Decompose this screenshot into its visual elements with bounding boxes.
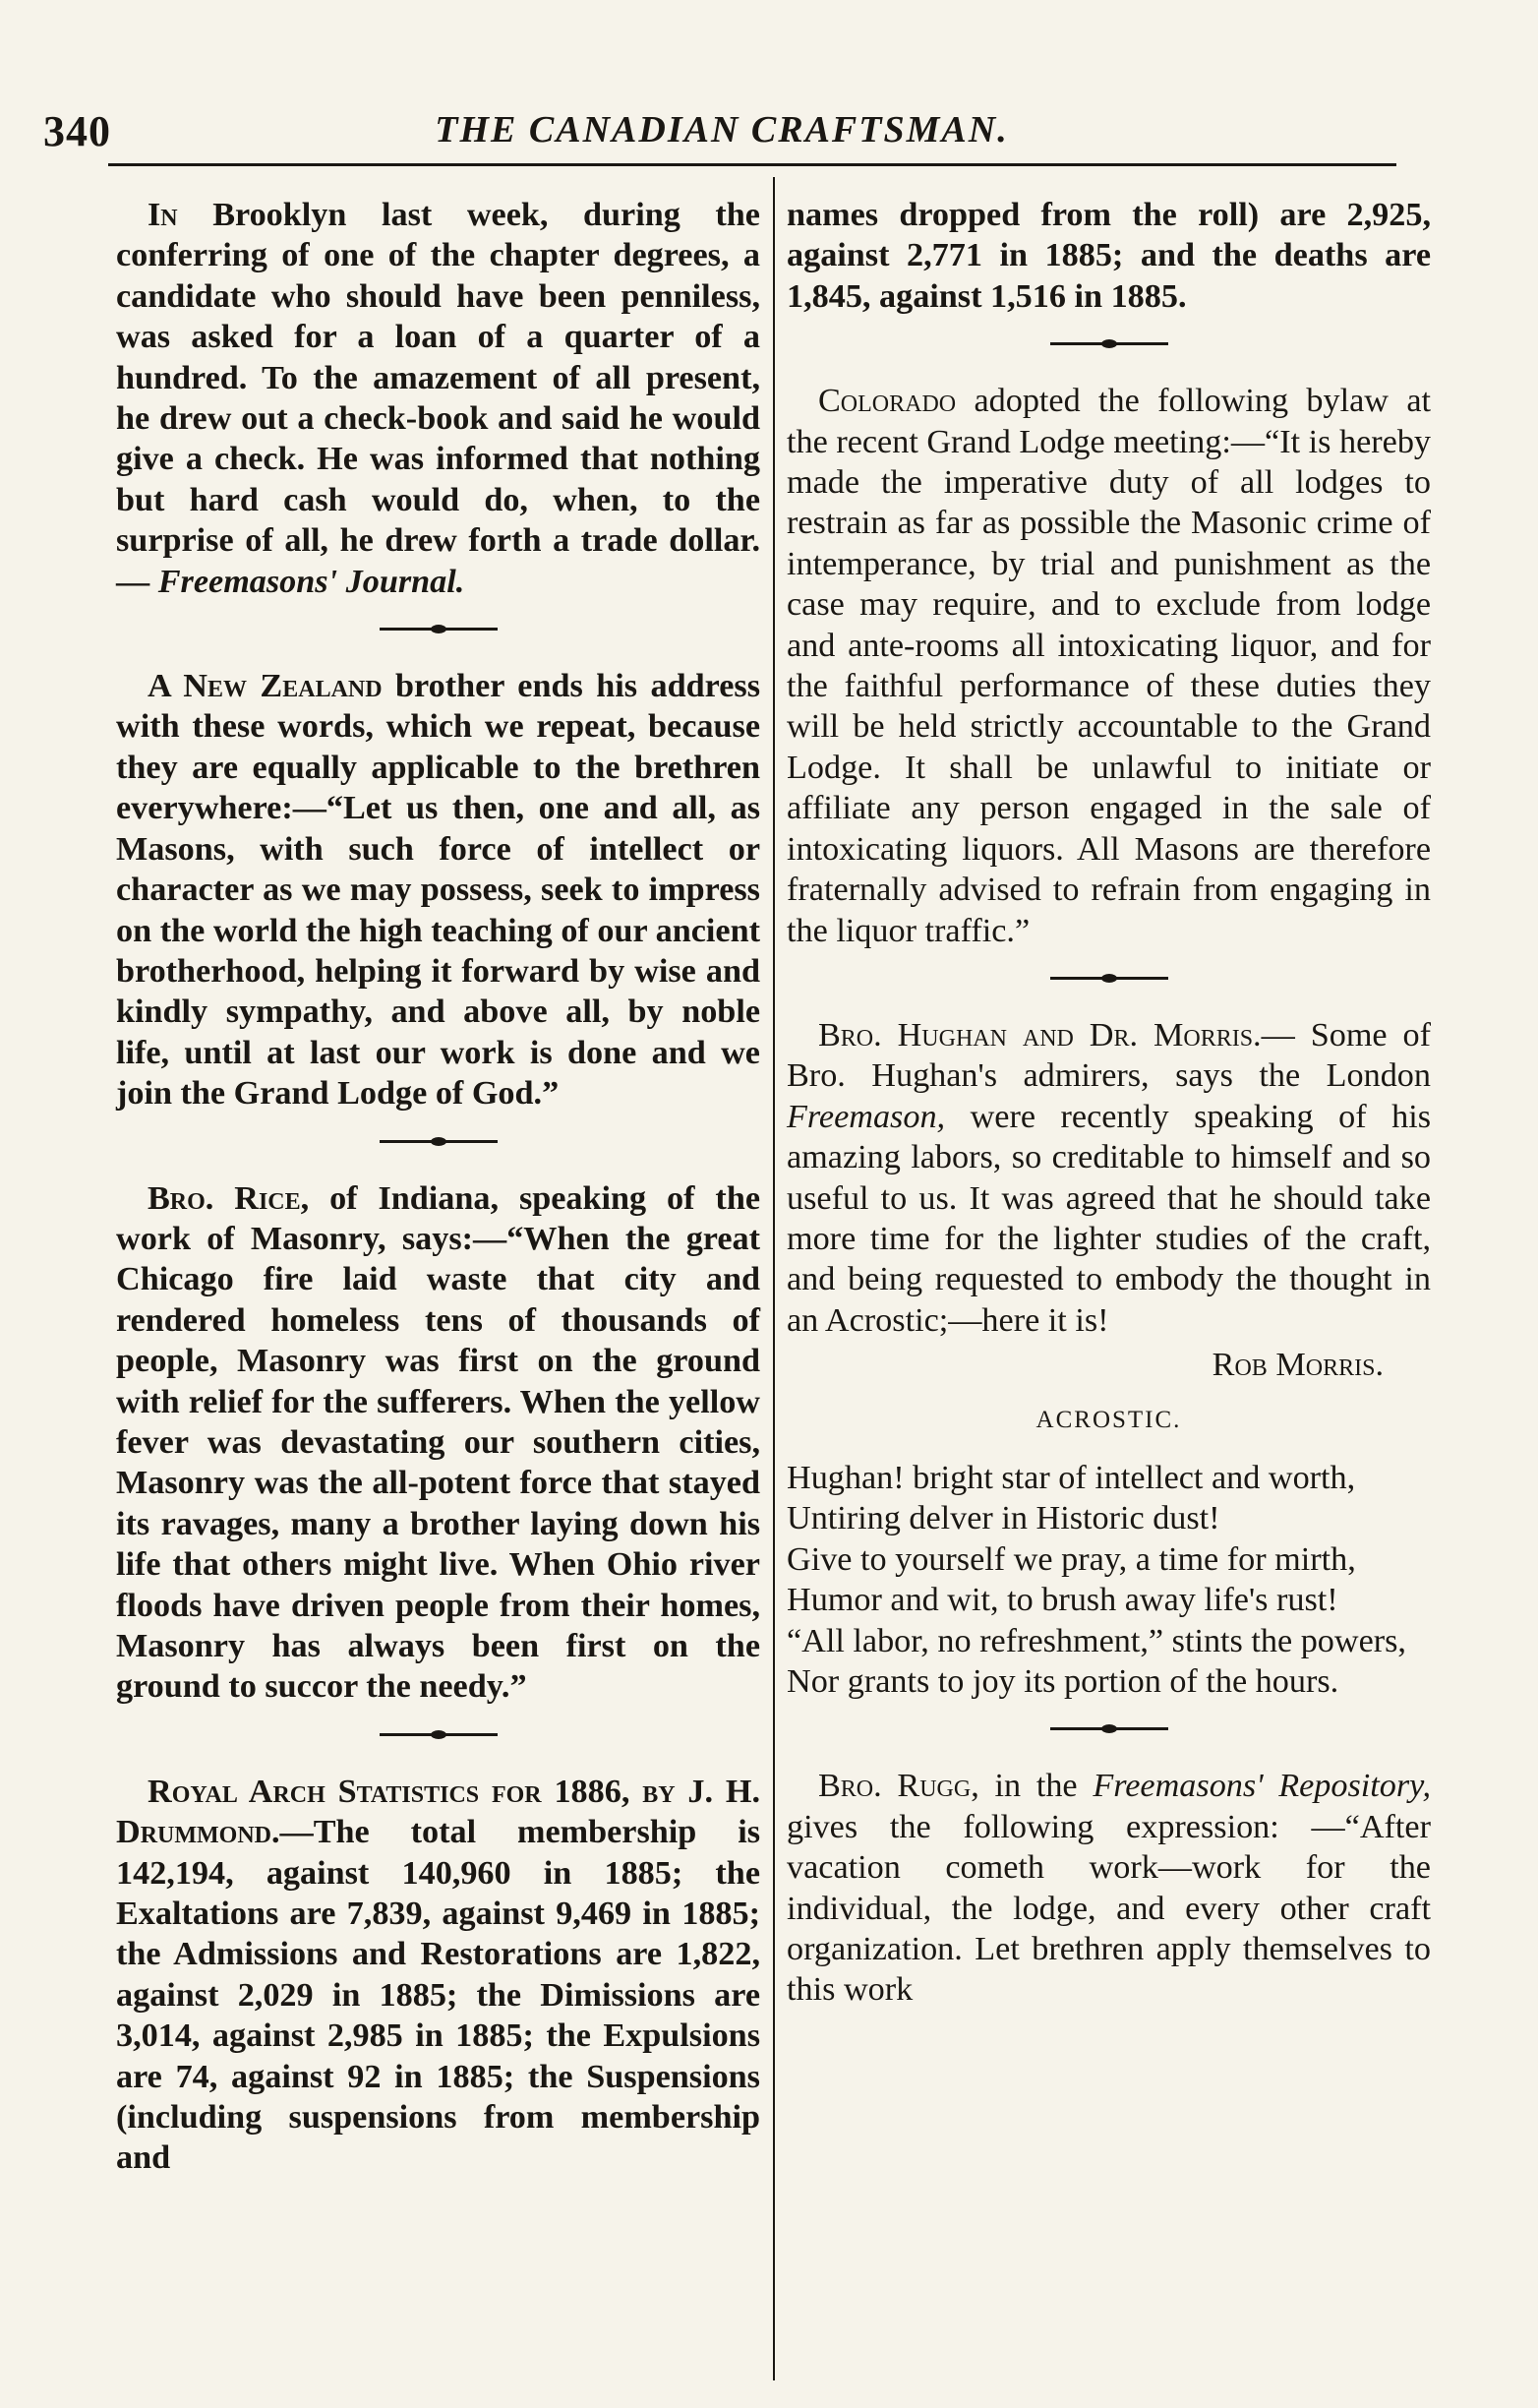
left-column (116, 195, 760, 2179)
section-separator (380, 1140, 498, 1143)
poem-line: “All labor, no refreshment,” stints the powers, (787, 1622, 1406, 1659)
page-header (43, 106, 1400, 165)
article-lead: Bro. Rice, (148, 1179, 310, 1217)
section-separator (1050, 342, 1168, 345)
section-separator (1050, 1727, 1168, 1730)
section-separator (380, 628, 498, 631)
article-new-zealand (116, 666, 760, 1114)
running-title: THE CANADIAN CRAFTSMAN. (435, 109, 1009, 150)
column-divider (773, 177, 775, 2380)
article-royal-arch-statistics (116, 1772, 760, 2179)
poem-line: Hughan! bright star of intellect and worth, (787, 1459, 1356, 1496)
article-body: — Some of Bro. Hughan's admirers, says the London (787, 1016, 1431, 1095)
right-column (787, 195, 1431, 2011)
article-lead: A New Zealand (148, 668, 383, 705)
article-lead: Bro. Rugg, (818, 1768, 979, 1805)
article-body: in the (978, 1768, 1094, 1805)
poem-title: ACROSTIC. (1035, 1406, 1182, 1433)
signature: Rob Morris. (1212, 1347, 1384, 1384)
page-number: 340 (43, 107, 111, 155)
article-lead: Royal Arch Statistics for 1886, by J. H. Drummond. (116, 1773, 760, 1851)
article-source: Freemasons' Journal. (157, 563, 465, 600)
article-brooklyn (116, 195, 760, 602)
article-lead: Colorado (818, 383, 957, 420)
poem-line: Untiring delver in Historic dust! (787, 1500, 1220, 1537)
article-body: were recently speaking of his amazing labors, so creditable to himself and so useful to us. It was agreed that he should take more time for the lighter studies of the craft, and being requested to embody the thought in an Acrostic;—here it is! (787, 1098, 1431, 1339)
poem-line: Humor and wit, to brush away life's rust! (787, 1582, 1338, 1619)
article-bro-rice (116, 1178, 760, 1708)
article-body: adopted the following bylaw at the recent Grand Lodge meeting:—“It is hereby made the imperative duty of all lodges to restrain as far as possible the Masonic crime of intemperance, by trial and punishment as the case may require, and to exclude from lodge and ante-rooms all intoxicating liquor, and for the faithful performance of these duties they will be held strictly accountable to the Grand Lodge. It shall be unlawful to initiate or affiliate any person engaged in the sale of intoxicating liquors. All Masons are therefore fraternally advised to refrain from engaging in the liquor traffic.” (787, 383, 1432, 949)
poem-line: Give to yourself we pray, a time for mirth, (787, 1540, 1356, 1578)
article-lead: Bro. Hughan and Dr. Morris. (818, 1016, 1262, 1054)
section-separator (380, 1733, 498, 1736)
article-bro-rugg (787, 1766, 1431, 2010)
article-lead: In (148, 197, 178, 233)
article-hughan-morris (787, 1015, 1431, 1341)
article-statistics-continued: names dropped from the roll) are 2,925, against 2,771 in 1885; and the deaths are 1,845, against 1,516 in 1885. (787, 197, 1431, 315)
article-body: of Indiana, speaking of the work of Masonry, says:—“When the great Chicago fire laid waste that city and rendered homeless tens of thousands of people, Masonry was first on the ground with relief for the sufferers. When the yellow fever was devastating our southern cities, Masonry was the all-potent force that stayed its ravages, many a brother laying down his life that others might live. When Ohio river floods have driven people from their homes, Masonry has always been first on the ground to succor the needy.” (116, 1179, 761, 1706)
newspaper-name: Freemason, (787, 1098, 946, 1135)
poem-line: Nor grants to joy its portion of the hours. (787, 1663, 1339, 1700)
article-body: Brooklyn last week, during the conferring of one of the chapter degrees, a candidate who should have been penniless, was asked for a loan of a quarter of a hundred. To the amazement of all present, he drew out a check-book and said he would give a check. He was informed that nothing but hard cash would do, when, to the surprise of all, he drew forth a trade dollar.— (116, 197, 760, 600)
article-body: —The total membership is 142,194, against 140,960 in 1885; the Exaltations are 7,839, against 9,469 in 1885; the Admissions and Restorations are 1,822, against 2,029 in 1885; the Dimissions are 3,014, against 2,985 in 1885; the Expulsions are 74, against 92 in 1885; the Suspensions (including suspensions from membership and (116, 1814, 760, 2177)
article-body: brother ends his address with these words, which we repeat, because they are equally applicable to the brethren everywhere:—“Let us then, one and all, as Masons, with such force of intellect or character as we may possess, seek to impress on the world the high teaching of our ancient brotherhood, helping it forward by wise and kindly sympathy, and above all, by noble life, until at last our work is done and we join the Grand Lodge of God.” (116, 668, 760, 1113)
article-colorado (787, 381, 1431, 951)
section-separator (1050, 977, 1168, 980)
article-body: gives the following expression: —“After vacation cometh work—work for the individual, the lodge, and every other craft organization. Let brethren apply themselves to this work (787, 1808, 1431, 2009)
newspaper-name: Freemasons' Repository, (1093, 1768, 1432, 1805)
header-rule (108, 163, 1396, 166)
